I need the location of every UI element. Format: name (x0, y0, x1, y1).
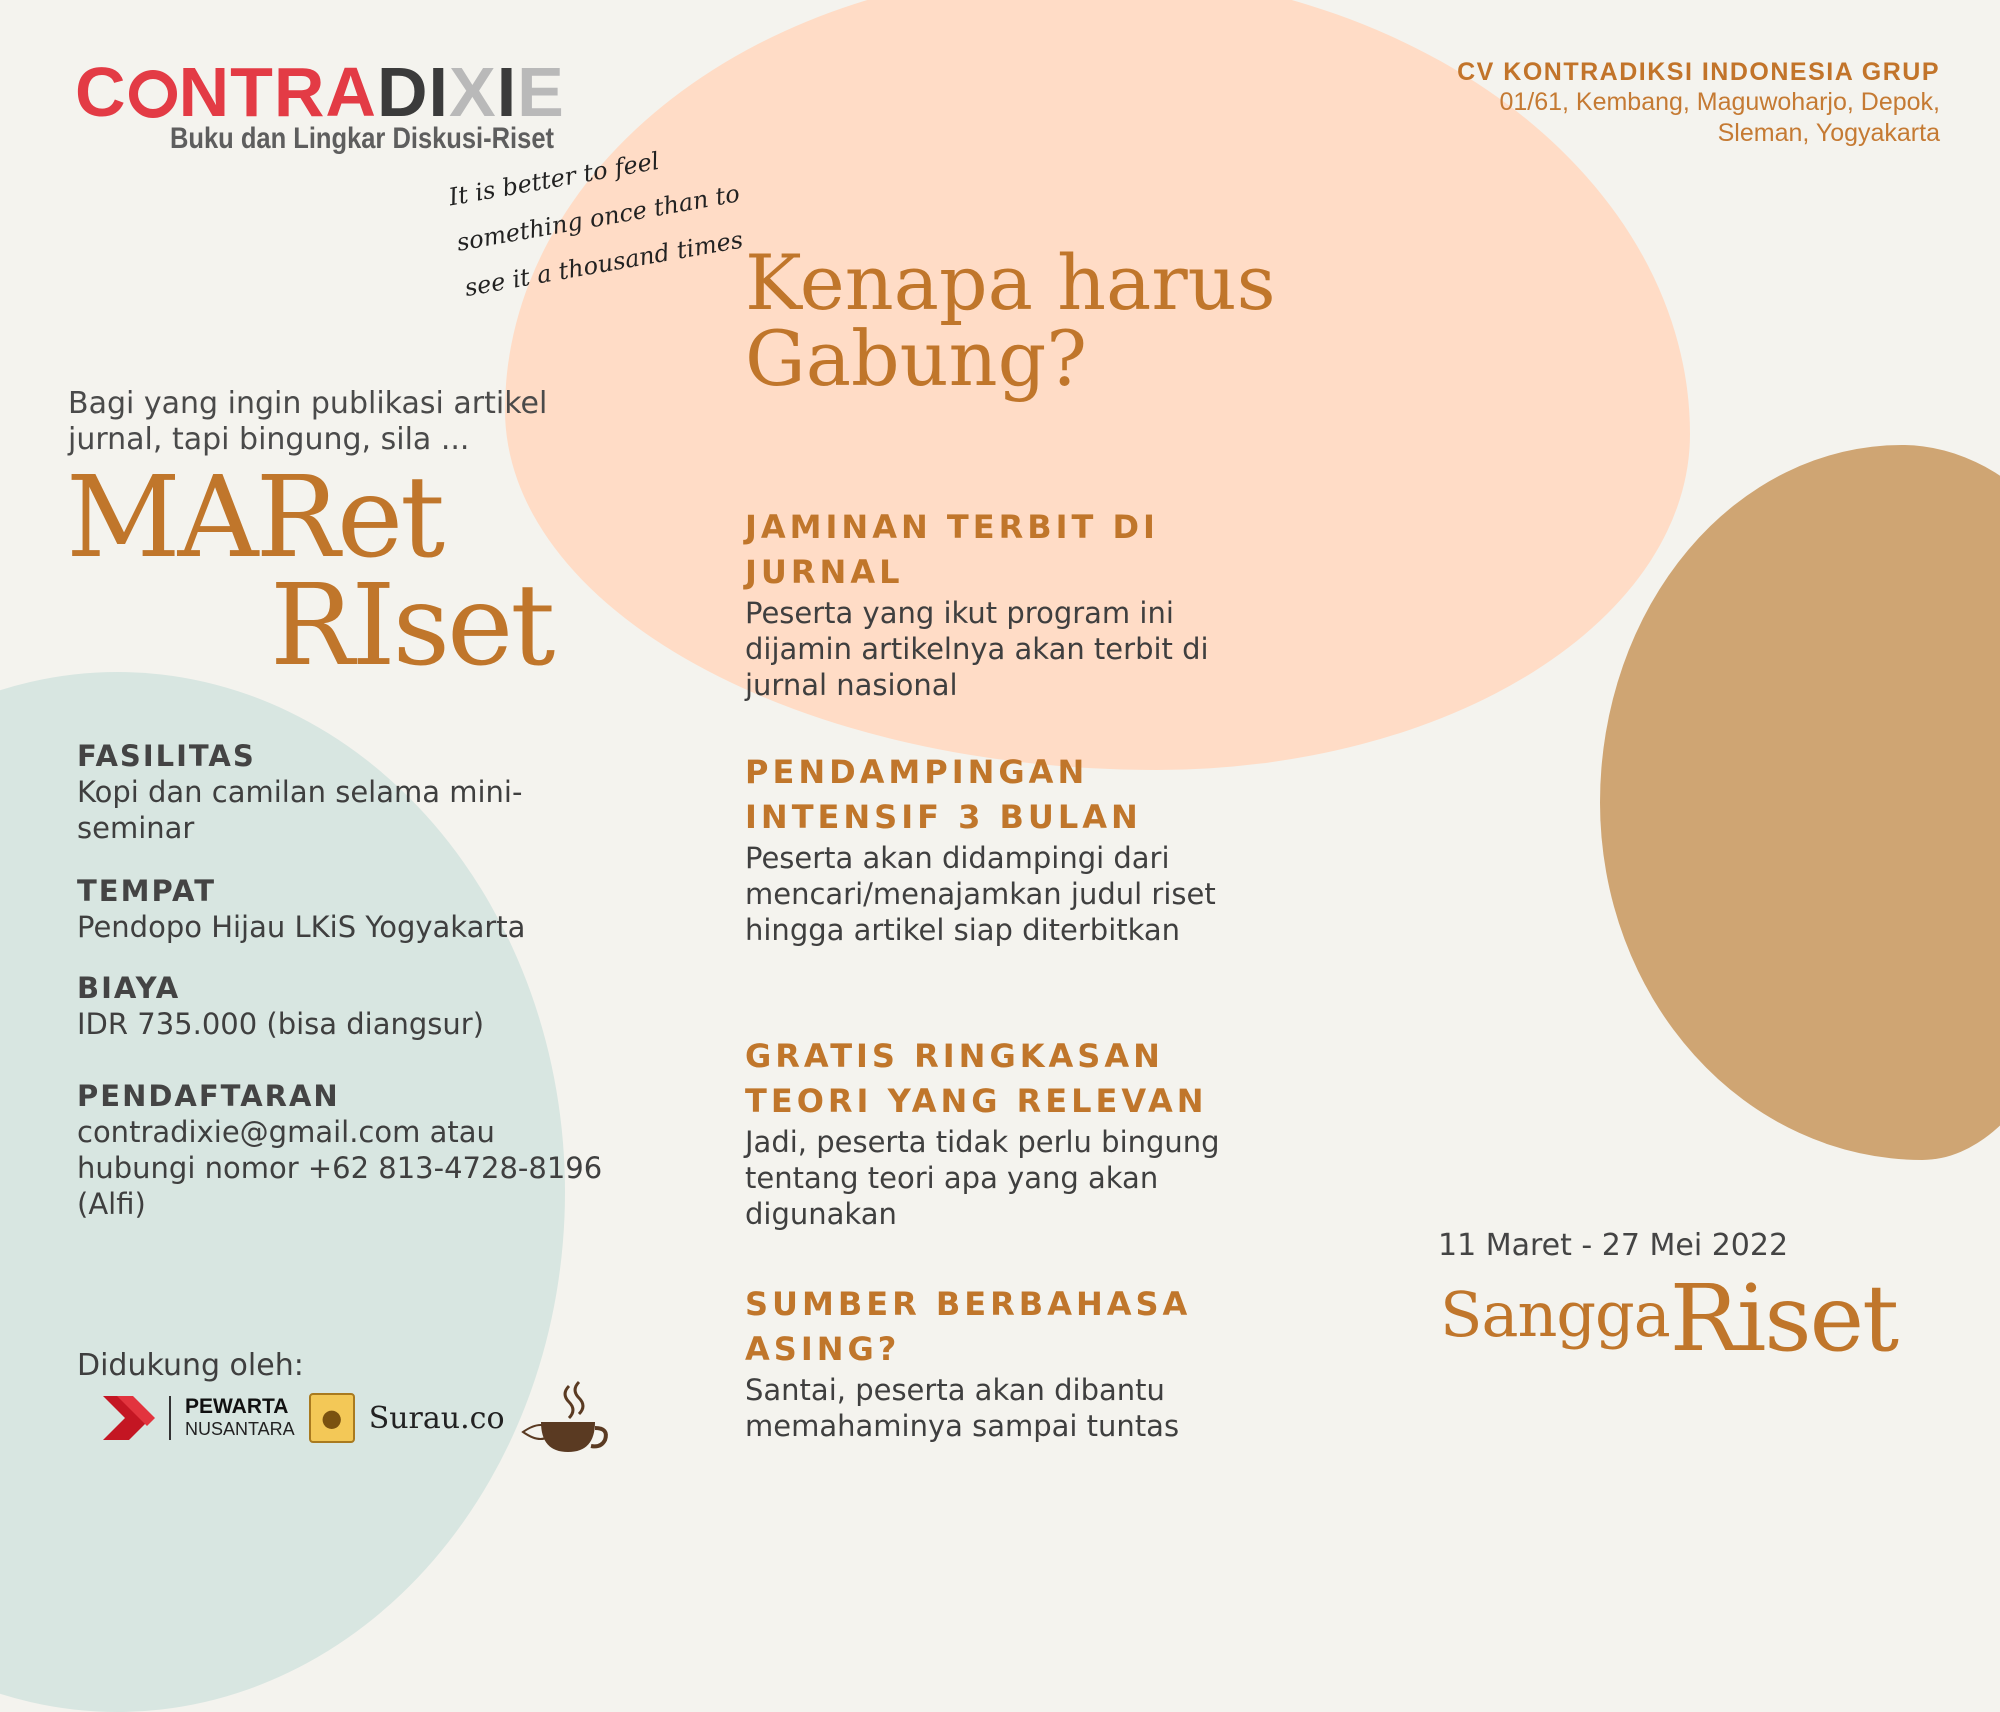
benefit-desc: Peserta yang ikut program ini dijamin artikelnya akan terbit di jurnal nasional (745, 596, 1209, 702)
benefit-item (745, 750, 1245, 948)
surau-dome-icon: ● (309, 1393, 355, 1443)
info-facilities: FASILITAS Kopi dan camilan selama mini-seminar (77, 739, 523, 845)
logo-compass-icon (129, 70, 177, 118)
benefit-desc: Santai, peserta akan dibantu memahaminya sampai tuntas (745, 1373, 1180, 1443)
why-join-heading (745, 238, 1276, 403)
event-title-line2: RIset (270, 561, 553, 691)
pewarta-nusantara-logo: PEWARTA NUSANTARA (169, 1396, 295, 1440)
surau-logo-text: Surau.co (368, 1400, 505, 1436)
info-venue: TEMPAT Pendopo Hijau LKiS Yogyakarta (77, 874, 526, 944)
benefit-desc: Peserta akan didampingi dari mencari/menajamkan judul riset hingga artikel siap diterbitkan (745, 841, 1216, 947)
benefit-title: SUMBER BERBAHASA ASING? (745, 1285, 1192, 1368)
contradixie-logo: C NTRADIXIE (75, 53, 565, 131)
event-title-line1: MARet (66, 453, 443, 583)
benefit-title: GRATIS RINGKASAN TEORI YANG RELEVAN (745, 1037, 1208, 1120)
intro-text: Bagi yang ingin publikasi artikel jurnal, tapi bingung, sila ... (68, 386, 548, 457)
company-name: CV KONTRADIKSI INDONESIA GRUP (1457, 58, 1940, 86)
heading-line2: Gabung? (745, 314, 1087, 403)
company-address-line1: 01/61, Kembang, Maguwoharjo, Depok, (1499, 88, 1940, 116)
supported-by-label: Didukung oleh: (77, 1348, 304, 1383)
benefit-desc: Jadi, peserta tidak perlu bingung tentang teori apa yang akan digunakan (745, 1125, 1220, 1231)
pewarta-nusantara-icon (103, 1396, 155, 1440)
logo-tagline: Buku dan Lingkar Diskusi-Riset (170, 122, 555, 155)
company-info (1457, 58, 1940, 149)
info-cost: BIAYA IDR 735.000 (bisa diangsur) (77, 971, 485, 1041)
coffee-cup-icon (519, 1378, 611, 1458)
benefit-title: PENDAMPINGAN INTENSIF 3 BULAN (745, 753, 1142, 836)
company-address-line2: Sleman, Yogyakarta (1717, 119, 1940, 147)
handwritten-quote: It is better to feel something once than to see it a thousand times (446, 146, 746, 303)
heading-line1: Kenapa harus (745, 238, 1276, 327)
info-registration: PENDAFTARAN contradixie@gmail.com atau hubungi nomor +62 813-4728-8196 (Alfi) (77, 1079, 603, 1221)
benefit-item (745, 1282, 1245, 1444)
benefit-item (745, 1034, 1245, 1232)
benefit-item (745, 505, 1245, 703)
event-dates: 11 Maret - 27 Mei 2022 (1438, 1228, 1789, 1263)
benefit-title: JAMINAN TERBIT DI JURNAL (745, 508, 1159, 591)
tan-blob-decoration (1600, 445, 2000, 1160)
sponsor-logos (103, 1378, 611, 1458)
sangga-riset-brand: SanggaRiset (1440, 1265, 1898, 1372)
